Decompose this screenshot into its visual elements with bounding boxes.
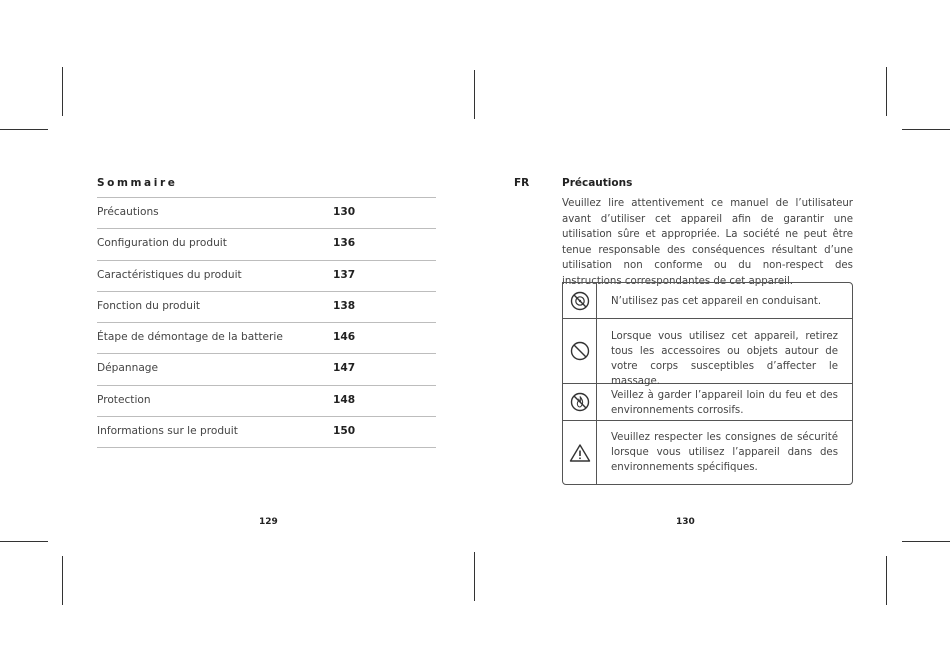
precaution-icon-cell — [563, 421, 597, 484]
page-number-left: 129 — [259, 517, 278, 527]
toc-page-number: 137 — [333, 268, 356, 281]
toc-page-number: 138 — [333, 299, 356, 312]
section-title: Précautions — [562, 177, 633, 189]
toc-row[interactable] — [97, 322, 436, 353]
intro-paragraph: Veuillez lire attentivement ce manuel de l’utilisateur avant d’utiliser cet appareil afin de garantir une utilisation sûre et appropriée. La société ne peut être tenue responsable des conséquences résultant d’une utilisation non conforme ou du non-respect des instructions correspondantes de cet appareil. — [562, 198, 853, 287]
toc-page-number: 150 — [333, 425, 356, 438]
toc-page-number: 146 — [333, 331, 356, 344]
crop-mark — [886, 556, 887, 605]
crop-mark — [886, 67, 887, 116]
toc-row[interactable] — [97, 197, 436, 228]
toc-page-number: 147 — [333, 362, 356, 375]
precaution-row — [563, 283, 852, 319]
precaution-row — [563, 384, 852, 421]
toc-label: Précautions — [97, 206, 159, 218]
precaution-text: Veillez à garder l’appareil loin du feu et des environnements corrosifs. — [611, 390, 838, 416]
precaution-icon-cell — [563, 283, 597, 318]
no-fire-icon — [570, 392, 590, 412]
toc-page-number: 148 — [333, 393, 356, 406]
toc-row[interactable] — [97, 291, 436, 322]
toc-label: Caractéristiques du produit — [97, 268, 242, 281]
toc-page-number: 130 — [333, 206, 356, 218]
precaution-text: Lorsque vous utilisez cet appareil, retirez tous les accessoires ou objets autour de votre corps susceptibles d’affecter le massage. — [611, 331, 838, 387]
precaution-row — [563, 319, 852, 387]
crop-mark — [474, 552, 475, 601]
toc-label: Dépannage — [97, 362, 159, 375]
toc-row[interactable] — [97, 385, 436, 416]
precaution-text: Veuillez respecter les consignes de sécurité lorsque vous utilisez l’appareil dans des environnements spécifiques. — [611, 432, 838, 473]
page-number-right: 130 — [676, 517, 695, 527]
toc-title: Sommaire — [97, 177, 178, 189]
toc-label: Fonction du produit — [97, 299, 201, 312]
precaution-text: N’utilisez pas cet appareil en conduisant. — [611, 296, 822, 307]
crop-mark — [902, 541, 950, 542]
toc-row[interactable] — [97, 228, 436, 259]
precaution-icon-cell — [563, 319, 597, 383]
prohibition-icon — [570, 341, 590, 361]
toc-label: Protection — [97, 393, 151, 406]
toc-label: Configuration du produit — [97, 237, 227, 250]
precautions-table — [562, 282, 853, 485]
language-tag: FR — [514, 177, 530, 189]
crop-mark — [902, 129, 950, 130]
precaution-icon-cell — [563, 384, 597, 420]
crop-mark — [62, 67, 63, 116]
toc-page-number: 136 — [333, 237, 356, 250]
precaution-row — [563, 421, 852, 484]
crop-mark — [474, 70, 475, 119]
toc-row[interactable] — [97, 353, 436, 384]
crop-mark — [0, 541, 48, 542]
warning-icon — [569, 443, 591, 463]
table-of-contents — [97, 197, 436, 448]
toc-label: Informations sur le produit — [97, 425, 238, 438]
no-driving-icon — [570, 291, 590, 311]
toc-label: Étape de démontage de la batterie — [97, 331, 283, 344]
crop-mark — [62, 556, 63, 605]
toc-row[interactable] — [97, 260, 436, 291]
toc-row[interactable] — [97, 416, 436, 448]
crop-mark — [0, 129, 48, 130]
